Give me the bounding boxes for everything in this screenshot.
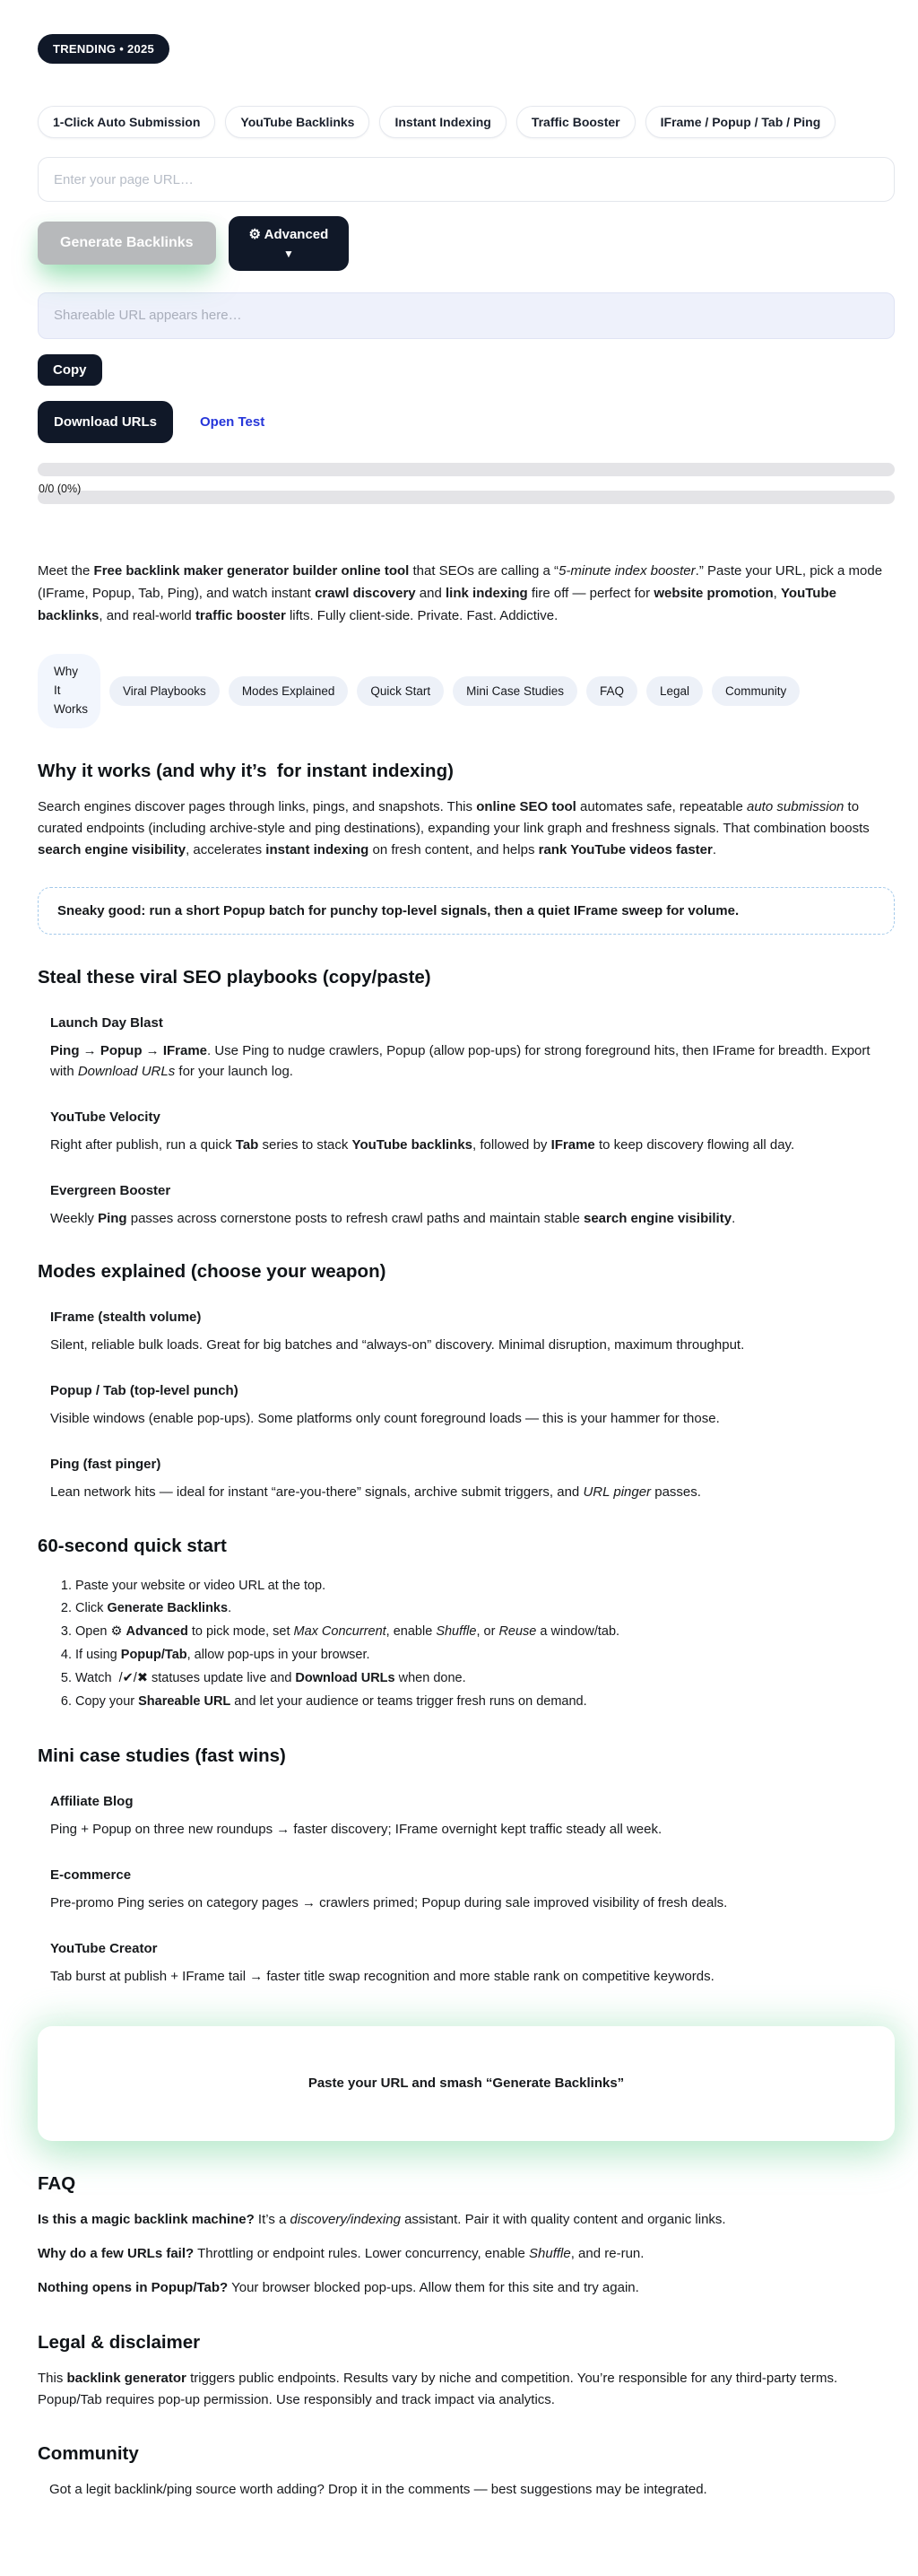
- card-body: Pre-promo Ping series on category pages → crawlers primed; Popup during sale improved visibility of fresh deals.: [50, 1895, 728, 1910]
- card-title: E-commerce: [50, 1867, 132, 1883]
- card-title: Launch Day Blast: [50, 1014, 163, 1031]
- chip-auto-submission: 1-Click Auto Submission: [38, 106, 215, 138]
- community-heading: Community: [38, 2443, 139, 2465]
- card-body: Lean network hits — ideal for instant “are-you-there” signals, archive submit triggers, and URL pinger passes.: [50, 1484, 701, 1500]
- section-community: [38, 2443, 895, 2501]
- card-title: Popup / Tab (top-level punch): [50, 1383, 238, 1399]
- faq-item: Why do a few URLs fail? Throttling or endpoint rules. Lower concurrency, enable Shuffle, and re-run.: [38, 2245, 645, 2261]
- copy-button[interactable]: Copy: [38, 354, 102, 386]
- action-row: [38, 216, 895, 271]
- section-why-it-works: [38, 761, 895, 935]
- playbook-card-evergreen-booster: [38, 1183, 895, 1230]
- playbook-card-youtube-velocity: [38, 1110, 895, 1156]
- tab-community[interactable]: Community: [712, 676, 800, 706]
- section-legal: [38, 2332, 895, 2412]
- quickstart-step: 1. Paste your website or video URL at the top.: [75, 1575, 895, 1598]
- progress-area: [38, 463, 895, 504]
- chip-youtube-backlinks: YouTube Backlinks: [225, 106, 369, 138]
- tab-viral-playbooks[interactable]: Viral Playbooks: [109, 676, 220, 706]
- feature-chips: [38, 106, 895, 138]
- tab-modes-explained[interactable]: Modes Explained: [229, 676, 349, 706]
- shareable-url-input[interactable]: [38, 292, 895, 339]
- playbooks-heading: Steal these viral SEO playbooks (copy/paste): [38, 966, 431, 988]
- open-test-link[interactable]: Open Test: [200, 413, 265, 430]
- advanced-button[interactable]: [229, 216, 350, 271]
- chevron-down-icon: ▼: [282, 247, 294, 260]
- card-title: YouTube Velocity: [50, 1110, 160, 1126]
- mode-card-ping: [38, 1457, 895, 1503]
- tab-legal[interactable]: Legal: [646, 676, 703, 706]
- tab-mini-case-studies[interactable]: Mini Case Studies: [453, 676, 577, 706]
- section-tabs: [38, 654, 895, 728]
- mode-card-popup-tab: [38, 1383, 895, 1430]
- gear-icon: ⚙: [248, 227, 261, 242]
- cta-card: [38, 2026, 895, 2140]
- advanced-label: Advanced: [264, 227, 329, 242]
- quickstart-step: 3. Open ⚙ Advanced to pick mode, set Max Concurrent, enable Shuffle, or Reuse a window/tab.: [75, 1621, 895, 1644]
- advanced-button-top: [249, 225, 329, 246]
- download-row: [38, 401, 895, 443]
- card-body: Weekly Ping passes across cornerstone posts to refresh crawl paths and maintain stable search engine visibility.: [50, 1210, 736, 1226]
- tab-quick-start[interactable]: Quick Start: [357, 676, 444, 706]
- quickstart-step: 2. Click Generate Backlinks.: [75, 1597, 895, 1621]
- tab-why-it-works[interactable]: Why It Works: [38, 654, 100, 728]
- card-title: Evergreen Booster: [50, 1182, 171, 1198]
- section-playbooks: [38, 967, 895, 1230]
- intro-paragraph: Meet the Free backlink maker generator builder online tool that SEOs are calling a “5-minute index booster.” Paste your URL, pick a mode (IFrame, Popup, Tab, Ping), and watch instant crawl discovery and link indexing fire off — perfect for website promotion, YouTube backlinks, and real-world traffic booster lifts. Fully client-side. Private. Fast. Addictive.: [38, 562, 883, 623]
- cases-heading: Mini case studies (fast wins): [38, 1745, 286, 1767]
- faq-item: Is this a magic backlink machine? It’s a discovery/indexing assistant. Pair it with quality content and organic links.: [38, 2211, 726, 2227]
- card-body: Right after publish, run a quick Tab series to stack YouTube backlinks, followed by IFrame to keep discovery flowing all day.: [50, 1137, 795, 1153]
- legal-body: This backlink generator triggers public endpoints. Results vary by niche and competition. You’re responsible for any third-party terms. Popup/Tab requires pop-up permission. Use responsibly and track impact via analytics.: [38, 2370, 838, 2407]
- download-urls-button[interactable]: Download URLs: [38, 401, 173, 443]
- why-heading: Why it works (and why it’s for instant indexing): [38, 760, 454, 781]
- section-quick-start: [38, 1536, 895, 1714]
- case-card-affiliate-blog: [38, 1794, 895, 1841]
- section-faq: [38, 2173, 895, 2300]
- quickstart-step: 4. If using Popup/Tab, allow pop-ups in your browser.: [75, 1644, 895, 1667]
- playbook-card-launch-day: [38, 1015, 895, 1083]
- card-title: IFrame (stealth volume): [50, 1310, 202, 1326]
- card-body: Silent, reliable bulk loads. Great for big batches and “always-on” discovery. Minimal disruption, maximum throughput.: [50, 1337, 745, 1353]
- card-title: Ping (fast pinger): [50, 1456, 161, 1472]
- community-body: Got a legit backlink/ping source worth adding? Drop it in the comments — best suggestions may be integrated.: [49, 2482, 707, 2498]
- card-title: Affiliate Blog: [50, 1794, 134, 1810]
- sneaky-tip-callout: Sneaky good: run a short Popup batch for punchy top-level signals, then a quiet IFrame sweep for volume.: [38, 887, 895, 935]
- why-body: Search engines discover pages through links, pings, and snapshots. This online SEO tool automates safe, repeatable auto submission to curated endpoints (including archive-style and ping destinations), expanding your link graph and freshness signals. That combination boosts search engine visibility, accelerates instant indexing on fresh content, and helps rank YouTube videos faster.: [38, 798, 870, 858]
- progress-bar-bottom: [38, 482, 895, 504]
- quickstart-heading: 60-second quick start: [38, 1535, 227, 1556]
- quickstart-step: 5. Watch /✔/✖ statuses update live and Download URLs when done.: [75, 1667, 895, 1691]
- progress-label: 0/0 (0%): [39, 482, 82, 495]
- page-url-input[interactable]: [38, 157, 895, 202]
- card-title: YouTube Creator: [50, 1940, 158, 1956]
- card-body: Tab burst at publish + IFrame tail → faster title swap recognition and more stable rank on competitive keywords.: [50, 1968, 714, 1984]
- mode-card-iframe: [38, 1310, 895, 1356]
- faq-item: Nothing opens in Popup/Tab? Your browser blocked pop-ups. Allow them for this site and try again.: [38, 2280, 639, 2296]
- faq-heading: FAQ: [38, 2172, 76, 2194]
- chip-traffic-booster: Traffic Booster: [516, 106, 636, 138]
- cta-text: Paste your URL and smash “Generate Backlinks”: [307, 2076, 625, 2092]
- quickstart-step: 6. Copy your Shareable URL and let your audience or teams trigger fresh runs on demand.: [75, 1691, 895, 1714]
- section-case-studies: [38, 1745, 895, 1987]
- modes-heading: Modes explained (choose your weapon): [38, 1261, 386, 1283]
- case-card-youtube-creator: [38, 1941, 895, 1988]
- generate-backlinks-button[interactable]: Generate Backlinks: [38, 222, 216, 265]
- progress-bar-top: [38, 463, 895, 476]
- card-body: Visible windows (enable pop-ups). Some platforms only count foreground loads — this is your hammer for those.: [50, 1411, 720, 1427]
- chip-instant-indexing: Instant Indexing: [379, 106, 506, 138]
- tab-faq[interactable]: FAQ: [586, 676, 637, 706]
- trending-badge: TRENDING • 2025: [38, 34, 169, 64]
- section-modes: [38, 1261, 895, 1502]
- case-card-ecommerce: [38, 1867, 895, 1914]
- card-body: Ping → Popup → IFrame. Use Ping to nudge crawlers, Popup (allow pop-ups) for strong foreground hits, then IFrame for breadth. Export with Download URLs for your launch log.: [50, 1042, 870, 1080]
- card-body: Ping + Popup on three new roundups → faster discovery; IFrame overnight kept traffic steady all week.: [50, 1822, 663, 1838]
- chip-modes: IFrame / Popup / Tab / Ping: [645, 106, 836, 138]
- quickstart-steps: [38, 1575, 895, 1714]
- legal-heading: Legal & disclaimer: [38, 2331, 201, 2353]
